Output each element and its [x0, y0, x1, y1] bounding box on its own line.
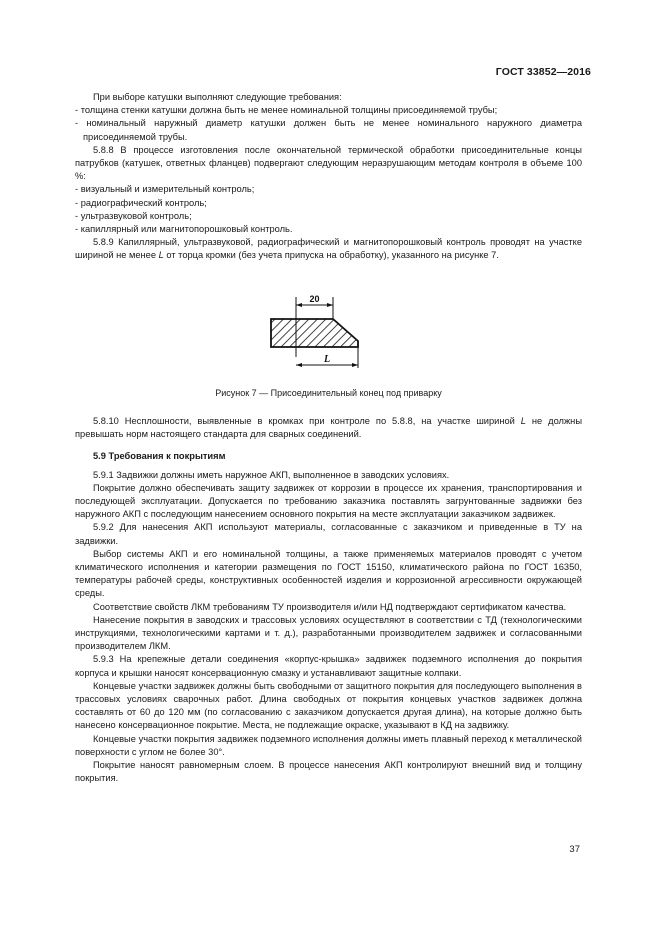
paragraph-5-8-8: 5.8.8 В процессе изготовления после окончательной термической обработки присоединительные концы патрубков (катушек, ответных фланцев) подвергают следующим неразрушающим методам контроля в объеме 100 %: — [75, 144, 582, 182]
paragraph-5-8-9: 5.8.9 Капиллярный, ультразвуковой, радиографический и магнитопорошковый контроль проводят на участке шириной не менее L от торца кромки (без учета припуска на обработку), указанного на рисунке 7. — [75, 237, 582, 261]
paragraph: 5.9.2 Для нанесения АКП используют материалы, согласованные с заказчиком и приведенные в ТУ на задвижки. — [75, 522, 582, 546]
list-item: - капиллярный или магнитопорошковый контроль. — [75, 224, 293, 235]
section-heading-5-9: 5.9 Требования к покрытиям — [93, 451, 226, 462]
document-header: ГОСТ 33852—2016 — [495, 66, 591, 78]
paragraph: Концевые участки задвижек должны быть свободными от защитного покрытия для последующего выполнения в трассовых условиях сварочных работ. Длина свободных от покрытия концевых участков задвижек должна составлять от 60 до 120 мм (по согласованию с заказчиком допускается другая длина), на которые должно быть нанесено консервационное покрытие. Места, не подлежащие окраске, указывают в КД на задвижку. — [75, 680, 582, 731]
list-item: - ультразвуковой контроль; — [75, 210, 192, 221]
dimension-label-L: L — [323, 354, 331, 365]
requirements-block-2 — [75, 415, 582, 785]
figure-7-weld-end — [262, 289, 366, 374]
paragraph: Покрытие наносят равномерным слоем. В процессе нанесения АКП контролируют внешний вид и толщину покрытия. — [75, 760, 582, 784]
paragraph-5-8-10: 5.8.10 Несплошности, выявленные в кромках при контроле по 5.8.8, на участке шириной L не должны превышать норм настоящего стандарта для сварных соединений. — [75, 416, 582, 440]
list-item: - номинальный наружный диаметр катушки должен быть не менее номинального наружного диаметра присоединяемой трубы. — [75, 118, 582, 142]
weld-end-drawing — [262, 289, 366, 374]
paragraph: 5.9.1 Задвижки должны иметь наружное АКП, выполненное в заводских условиях. — [93, 469, 450, 480]
list-item: - визуальный и измерительный контроль; — [75, 184, 255, 195]
paragraph: Концевые участки покрытия задвижек подземного исполнения должны иметь плавный переход к металлической поверхности с углом не более 30°. — [75, 733, 582, 757]
dimension-label-20: 20 — [309, 294, 320, 304]
page-number: 37 — [569, 844, 580, 855]
list-item: - радиографический контроль; — [75, 197, 207, 208]
paragraph: Нанесение покрытия в заводских и трассовых условиях осуществляют в соответствии с ТД (технологическими инструкциями, технологическими картами и т. д.), разработанными производителем задвижек и согласованными производителем ЛКМ. — [75, 614, 582, 652]
paragraph: Покрытие должно обеспечивать защиту задвижек от коррозии в процессе их хранения, транспортирования и последующей эксплуатации. Допускается по требованию заказчика поставлять загрунтованные задвижки без наружного АКП с последующим нанесением основного покрытия на месте эксплуатации заказчиком задвижек. — [75, 482, 582, 520]
paragraph-intro: При выборе катушки выполняют следующие требования: — [93, 92, 342, 102]
paragraph: Соответствие свойств ЛКМ требованиям ТУ производителя и/или НД подтверждают сертификатом качества. — [93, 601, 567, 612]
list-item: - толщина стенки катушки должна быть не менее номинальной толщины присоединяемой трубы; — [75, 105, 498, 116]
paragraph: Выбор системы АКП и его номинальной толщины, а также применяемых материалов проводят с учетом климатического исполнения и категории размещения по ГОСТ 15150, климатического района по ГОСТ 16350, температуры рабочей среды, конструктивных особенностей изделия и коррозионной агрессивности окружающей среды. — [75, 548, 582, 599]
pipe-end-section — [271, 319, 358, 347]
paragraph: 5.9.3 На крепежные детали соединения «корпус-крышка» задвижек подземного исполнения до покрытия корпуса и крышки наносят консервационную смазку и устанавливают защитные колпаки. — [75, 654, 582, 678]
requirements-block-1 — [75, 91, 582, 263]
figure-caption: Рисунок 7 — Присоединительный конец под приварку — [215, 388, 442, 398]
